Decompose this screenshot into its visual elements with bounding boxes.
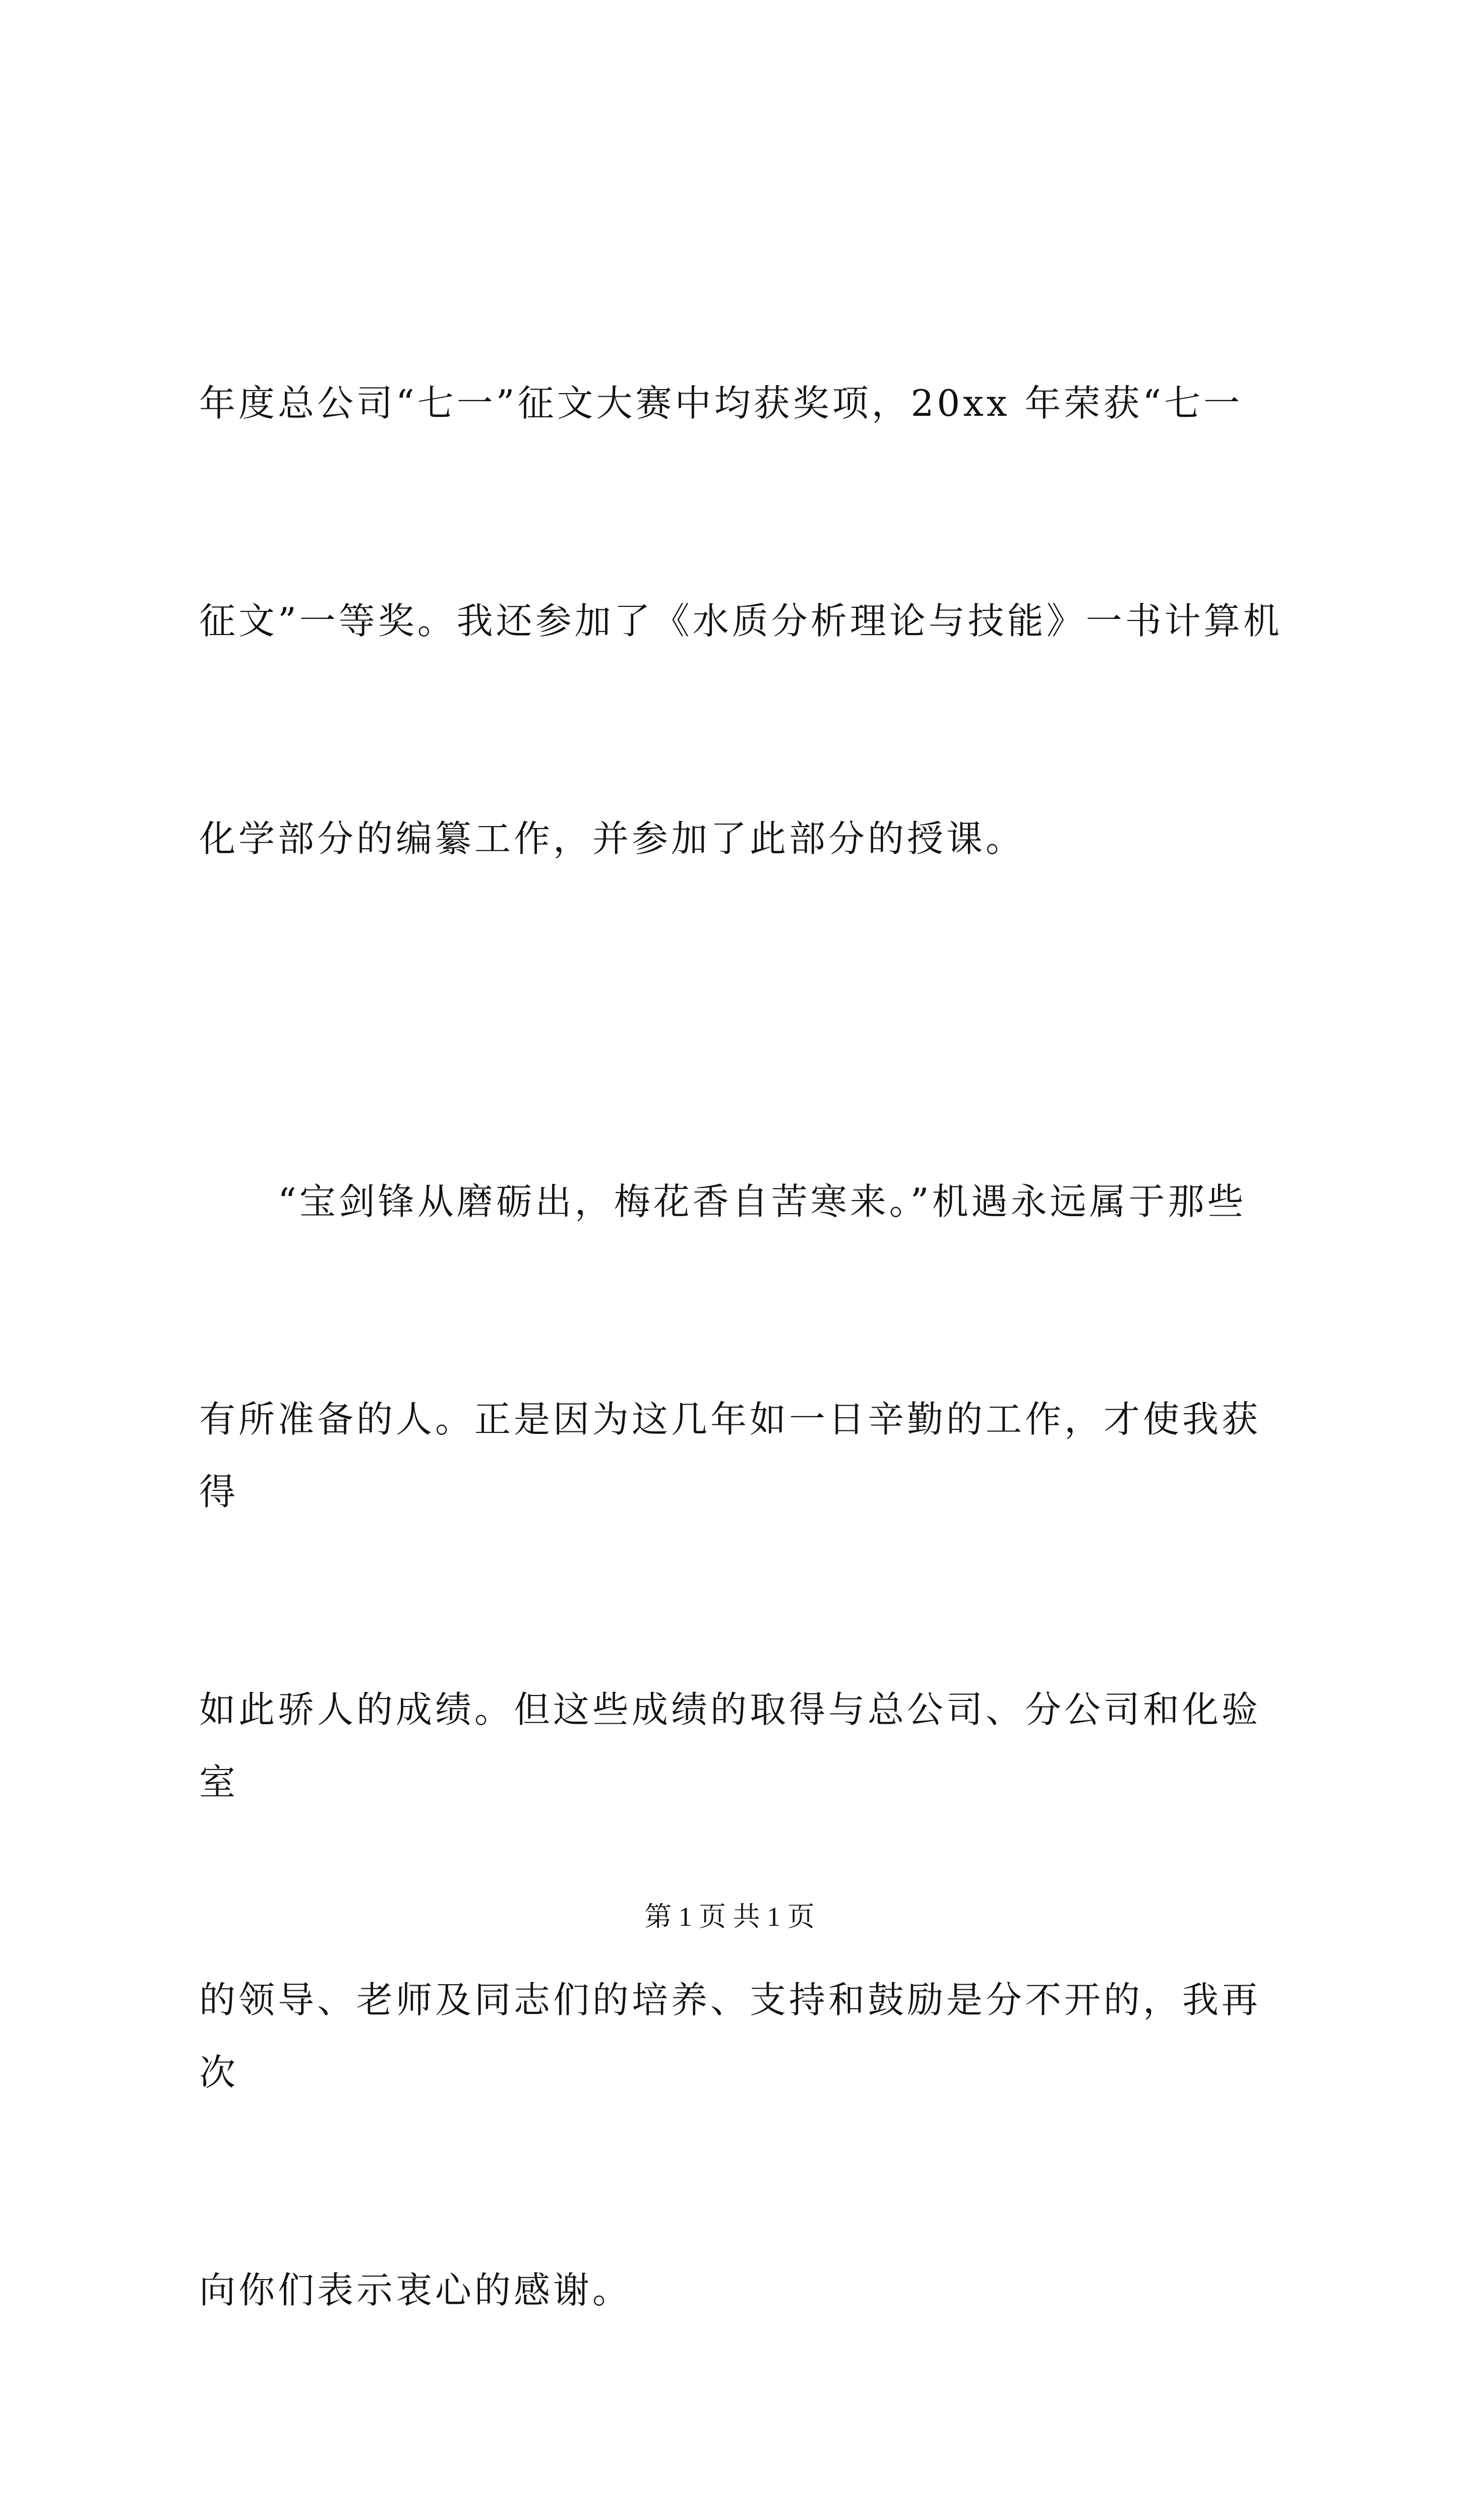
paragraph-awards <box>199 222 1288 1020</box>
text-line: 向你们表示衷心的感谢。 <box>199 2269 632 2311</box>
text-line: 的领导、老师及同志们的培养、支持和鼓励是分不开的，我再次 <box>199 1979 1261 2094</box>
text-line: 年度总公司“七一”征文大赛中均获奖项，20xx 年荣获“七一 <box>199 382 1243 424</box>
document-body <box>199 222 1288 2520</box>
page-footer: 第 1 页 共 1 页 <box>644 1902 815 1932</box>
text-line: 有所准备的人。正是因为这几年如一日辛勤的工作，才使我获得 <box>199 1398 1261 1513</box>
text-line: “宝剑锋从磨砺出，梅花香自苦寒来。”机遇永远属于那些 <box>278 1180 1247 1223</box>
text-line: 如此骄人的成绩。但这些成绩的取得与总公司、分公司和化验室 <box>199 1688 1261 1803</box>
text-line: 征文”一等奖。我还参加了《水质分析理论与技能》一书计算机 <box>199 600 1283 642</box>
text-line: 化学部分的编纂工作，并参加了此部分的授课。 <box>199 817 1025 860</box>
paragraph-gratitude <box>199 1020 1288 2472</box>
paragraph-shortcomings <box>199 2472 1288 2520</box>
